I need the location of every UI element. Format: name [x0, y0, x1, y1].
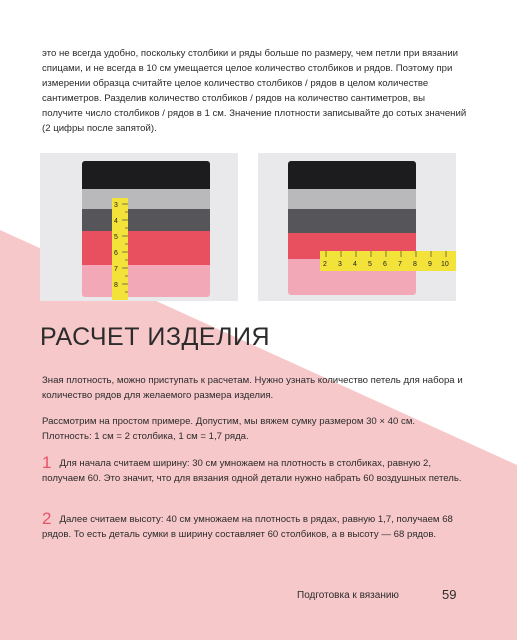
- ruler-tick-label: 9: [428, 261, 432, 268]
- body-paragraph: Зная плотность, можно приступать к расчетам. Нужно узнать количество петель для набора и количество рядов для желаемого размера изделия.: [42, 375, 463, 401]
- ruler-tick-label: 5: [368, 261, 372, 268]
- step-number: 2: [42, 509, 52, 528]
- knitted-swatch: [288, 161, 416, 295]
- ruler-vertical: [112, 198, 128, 300]
- ruler-tick-label: 4: [353, 261, 357, 268]
- step-text: Далее считаем высоту: 40 см умножаем на плотность в рядах, равную 1,7, получаем 68 рядов. То есть деталь сумки в ширину составляет 60 столбиков, а в высоту — 68 рядов.: [42, 514, 453, 540]
- ruler-tick-label: 4: [114, 218, 118, 225]
- ruler-tick-label: 6: [114, 250, 118, 257]
- ruler-tick-label: 8: [114, 282, 118, 289]
- ruler-tick-label: 8: [413, 261, 417, 268]
- step-2: [42, 511, 467, 542]
- page-number: 59: [442, 587, 457, 602]
- ruler-horizontal: [320, 251, 456, 271]
- step-text: Для начала считаем ширину: 30 см умножаем на плотность в столбиках, равную 2, получаем 60. Это значит, что для вязания одной детали нужно набрать 60 воздушных петель.: [42, 458, 462, 484]
- step-1: [42, 455, 467, 486]
- intro-paragraph: это не всегда удобно, поскольку столбики и ряды больше по размеру, чем петли при вязании спицами, и не всегда в 10 см умещается целое количество столбиков и рядов. Поэтому при измерении образца считайте целое количество столбиков / рядов в целом количестве сантиметров. Разделив количество столбиков / рядов на количество сантиметров, вы получите число столбиков / рядов в 1 см. Значение плотности записывайте до сотых значений (2 цифры после запятой).: [42, 48, 467, 134]
- ruler-tick-label: 3: [114, 202, 118, 209]
- step-number: 1: [42, 453, 52, 472]
- running-footer-section: Подготовка к вязанию: [297, 590, 399, 601]
- ruler-tick-label: 5: [114, 234, 118, 241]
- knitted-swatch: [82, 161, 210, 297]
- ruler-tick-label: 7: [114, 266, 118, 273]
- ruler-tick-label: 7: [398, 261, 402, 268]
- ruler-tick-label: 3: [338, 261, 342, 268]
- ruler-tick-label: 2: [323, 261, 327, 268]
- body-paragraph: Рассмотрим на простом примере. Допустим, мы вяжем сумку размером 30 × 40 см. Плотность: 1 см = 2 столбика, 1 см = 1,7 ряда.: [42, 416, 416, 442]
- ruler-tick-label: 6: [383, 261, 387, 268]
- ruler-tick-label: 10: [441, 261, 449, 268]
- swatch-photo-horizontal-ruler: [258, 153, 456, 301]
- section-heading: РАСЧЕТ ИЗДЕЛИЯ: [40, 323, 271, 351]
- swatch-photo-vertical-ruler: [40, 153, 238, 301]
